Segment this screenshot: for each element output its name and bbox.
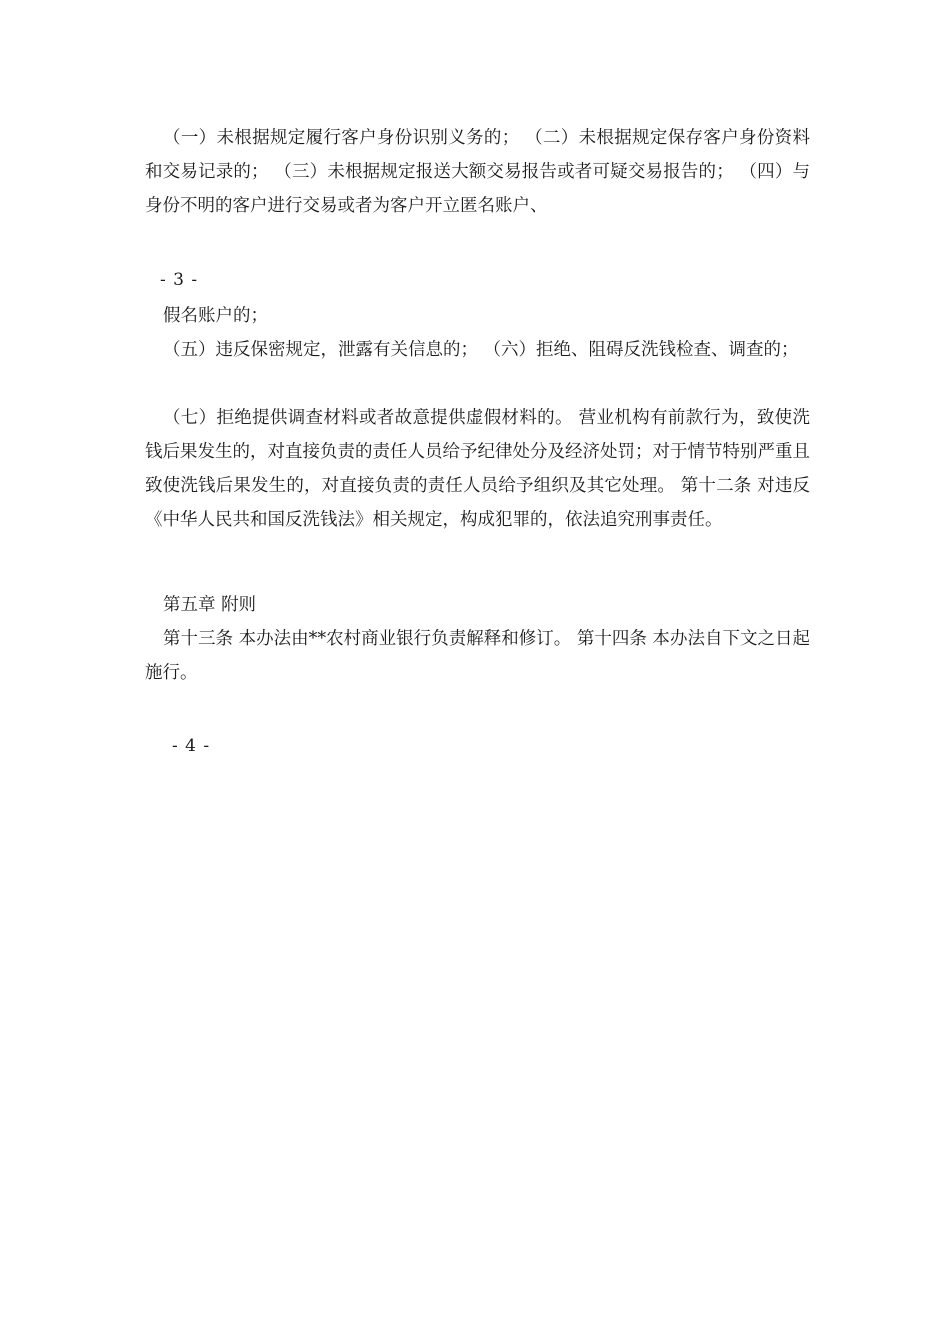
paragraph-obligation-7-and-article-12: （七）拒绝提供调查材料或者故意提供虚假材料的。 营业机构有前款行为，致使洗钱后果发生的，对直接负责的责任人员给予纪律处分及经济处罚；对于情节特别严重且致使洗钱后果发生的，对直接负责的责任人员给予组织及其它处理。 第十二条 对违反《中华人民共和国反洗钱法》相关规定，构成犯罪的，依法追究刑事责任。 xyxy=(145,408,810,530)
chapter-title: 第五章 附则 xyxy=(163,595,257,615)
paragraph-obligations-1-4: （一）未根据规定履行客户身份识别义务的； （二）未根据规定保存客户身份资料和交易记录的； （三）未根据规定报送大额交易报告或者可疑交易报告的； （四）与身份不明的客户进行交易或者为客户开立匿名账户、 xyxy=(145,128,810,216)
paragraph-fake-account: 假名账户的； xyxy=(163,306,268,326)
page-number-3: - 3 - xyxy=(160,270,199,290)
paragraph-articles-13-14: 第十三条 本办法由**农村商业银行负责解释和修订。 第十四条 本办法自下文之日起施行。 xyxy=(145,629,810,683)
paragraph-obligations-5-6: （五）违反保密规定，泄露有关信息的； （六）拒绝、阻碍反洗钱检查、调查的； xyxy=(163,340,799,360)
page-number-4: - 4 - xyxy=(172,736,211,756)
